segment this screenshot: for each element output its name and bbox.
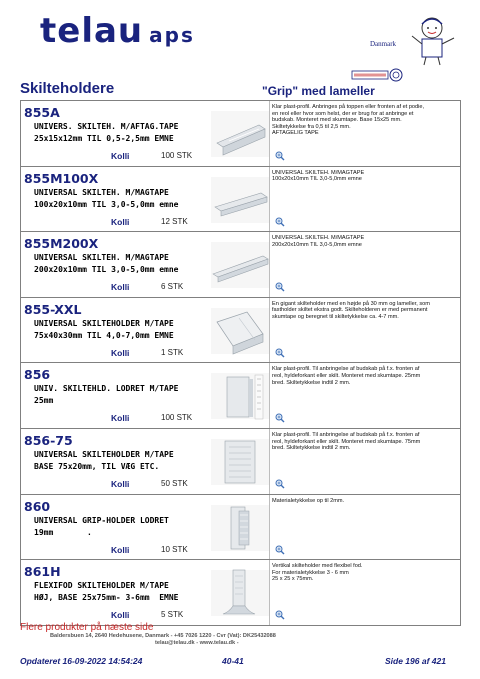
column-divider [269, 298, 270, 363]
kolli-quantity: 100 STK [161, 413, 193, 423]
product-image[interactable] [209, 238, 271, 290]
product-description: UNIVERSAL SKILTEHOLDER M/TAPE BASE 75x20mm, TIL VÆG ETC. [34, 449, 174, 471]
zoom-icon[interactable] [275, 151, 285, 161]
product-code[interactable]: 855A [24, 105, 60, 120]
product-image[interactable] [209, 435, 271, 487]
product-row [20, 363, 461, 429]
product-note: Klar plast-profil. Til anbringelse af budskab på f.x. fronten af reol, hyldeforkant eller skilt. Monteret med skumtape. 25mm bred. Skiltetykkelse indtil 2 mm. [272, 366, 421, 386]
kolli-quantity: 5 STK [161, 610, 184, 620]
column-divider [269, 101, 270, 166]
product-description: UNIVERSAL GRIP-HOLDER LODRET 19mm . [34, 515, 169, 537]
page-subtitle: "Grip" med lameller [262, 84, 375, 98]
product-image[interactable] [209, 304, 271, 356]
product-note: UNIVERSAL SKILTEH. M/MAGTAPE 200x20x10mm TIL 3,0-5,0mm emne [272, 235, 365, 248]
kolli-label: Kolli [111, 216, 130, 227]
product-description: UNIV. SKILTEHLD. LODRET M/TAPE 25mm [34, 384, 179, 406]
product-row [20, 495, 461, 561]
kolli-quantity: 12 STK [161, 216, 188, 226]
kolli-quantity: 50 STK [161, 478, 188, 488]
kolli-quantity: 1 STK [161, 347, 184, 357]
column-divider [269, 363, 270, 428]
product-row [20, 560, 461, 626]
page-title: Skilteholdere [20, 80, 115, 97]
kolli-label: Kolli [111, 282, 130, 293]
kolli-label: Kolli [111, 413, 130, 424]
product-note: En gigant skilteholder med en højde på 30 mm og lameller, som fastholder skiltet ekstra godt. Skilteholderen er med permanent skumtape og beregnet til skiltetykkelse ca. 4-7 mm. [272, 300, 430, 320]
zoom-icon[interactable] [275, 610, 285, 620]
boy-mascot-icon [402, 14, 462, 66]
company-contact: telau@telau.dk - www.telau.dk - [155, 640, 239, 646]
kolli-quantity: 10 STK [161, 544, 188, 554]
page-number: Side 196 af 421 [385, 656, 446, 666]
brand-name: telau [40, 11, 144, 51]
kolli-quantity: 100 STK [161, 151, 193, 160]
product-image[interactable] [209, 369, 271, 421]
product-description: UNIVERS. SKILTEH. M/AFTAG.TAPE 25x15x12mm TIL 0,5-2,5mm EMNE [34, 122, 179, 143]
product-note: Vertikal skilteholder med flexibel fod. For materialetykkelse 3 - 6 mm 25 x 25 x 75mm. [272, 563, 363, 583]
company-address: Baldersbuen 14, 2640 Hedehusene, Danmark - +45 7026 1220 - Cvr (Vat): DK25432088 [50, 633, 276, 639]
product-image[interactable] [209, 107, 271, 159]
product-description: UNIVERSAL SKILTEHOLDER M/TAPE 75x40x30mm TIL 4,0-7,0mm EMNE [34, 318, 174, 340]
column-divider [269, 495, 270, 560]
product-note: Klar plast-profil. Til anbringelse af budskab på f.x. fronten af reol, hyldeforkant eller skilt. Monteret med skumtape. 75mm bred. Skiltetykkelse indtil 2 mm. [272, 431, 421, 452]
interzoo-badge-icon [351, 68, 403, 82]
product-row [20, 101, 461, 167]
product-description: UNIVERSAL SKILTEH. M/MAGTAPE 100x20x10mm TIL 3,0-5,0mm emne [34, 187, 179, 209]
product-image[interactable] [209, 501, 271, 553]
zoom-icon[interactable] [275, 348, 285, 358]
product-code[interactable]: 855M100X [24, 170, 99, 186]
column-divider [269, 167, 270, 232]
zoom-icon[interactable] [275, 545, 285, 555]
product-row [20, 167, 461, 233]
product-note: Materialetykkelse op til 2mm. [272, 497, 345, 504]
product-description: UNIVERSAL SKILTEH. M/MAGTAPE 200x20x10mm TIL 3,0-5,0mm emne [34, 253, 179, 275]
product-row [20, 429, 461, 495]
zoom-icon[interactable] [275, 217, 285, 227]
product-code[interactable]: 861H [24, 564, 61, 580]
brand-suffix: aps [149, 23, 195, 47]
country-label: Danmark [370, 40, 397, 48]
product-code[interactable]: 855M200X [24, 236, 99, 252]
zoom-icon[interactable] [275, 413, 285, 423]
product-row [20, 298, 461, 364]
next-page-link[interactable]: Flere produkter på næste side [20, 622, 154, 633]
product-note: UNIVERSAL SKILTEH. M/MAGTAPE 100x20x10mm TIL 3,0-5,0mm emne [272, 169, 365, 183]
column-divider [269, 232, 270, 297]
kolli-label: Kolli [111, 478, 130, 489]
product-code[interactable]: 856-75 [24, 432, 73, 448]
kolli-label: Kolli [111, 610, 130, 621]
column-divider [269, 560, 270, 625]
product-list [20, 100, 461, 626]
zoom-icon[interactable] [275, 479, 285, 489]
product-image[interactable] [209, 173, 271, 225]
kolli-label: Kolli [111, 347, 130, 358]
brand-logo [40, 11, 195, 52]
product-image[interactable] [209, 566, 271, 618]
page-range: 40-41 [222, 656, 244, 666]
product-code[interactable]: 856 [24, 367, 51, 383]
product-description: FLEXIFOD SKILTEHOLDER M/TAPE HØJ, BASE 25x75mm- 3-6mm EMNE [34, 581, 179, 603]
zoom-icon[interactable] [275, 282, 285, 292]
product-note: Klar plast-profil. Anbringes på toppen eller fronten af et podie, en reol eller hvor som helst, der er brug for at anbringe et budskab. Monteret med skumtape. Base 15x25 mm. Skiltetykkelse fra 0,5 til 2,5 mm. AFTAGELIG TAPE [272, 104, 425, 137]
updated-timestamp: Opdateret 16-09-2022 14:54:24 [20, 656, 143, 666]
kolli-label: Kolli [111, 151, 130, 161]
column-divider [269, 429, 270, 494]
product-code[interactable]: 855-XXL [24, 301, 82, 317]
product-code[interactable]: 860 [24, 498, 51, 514]
kolli-label: Kolli [111, 544, 130, 555]
product-row [20, 232, 461, 298]
kolli-quantity: 6 STK [161, 282, 184, 292]
